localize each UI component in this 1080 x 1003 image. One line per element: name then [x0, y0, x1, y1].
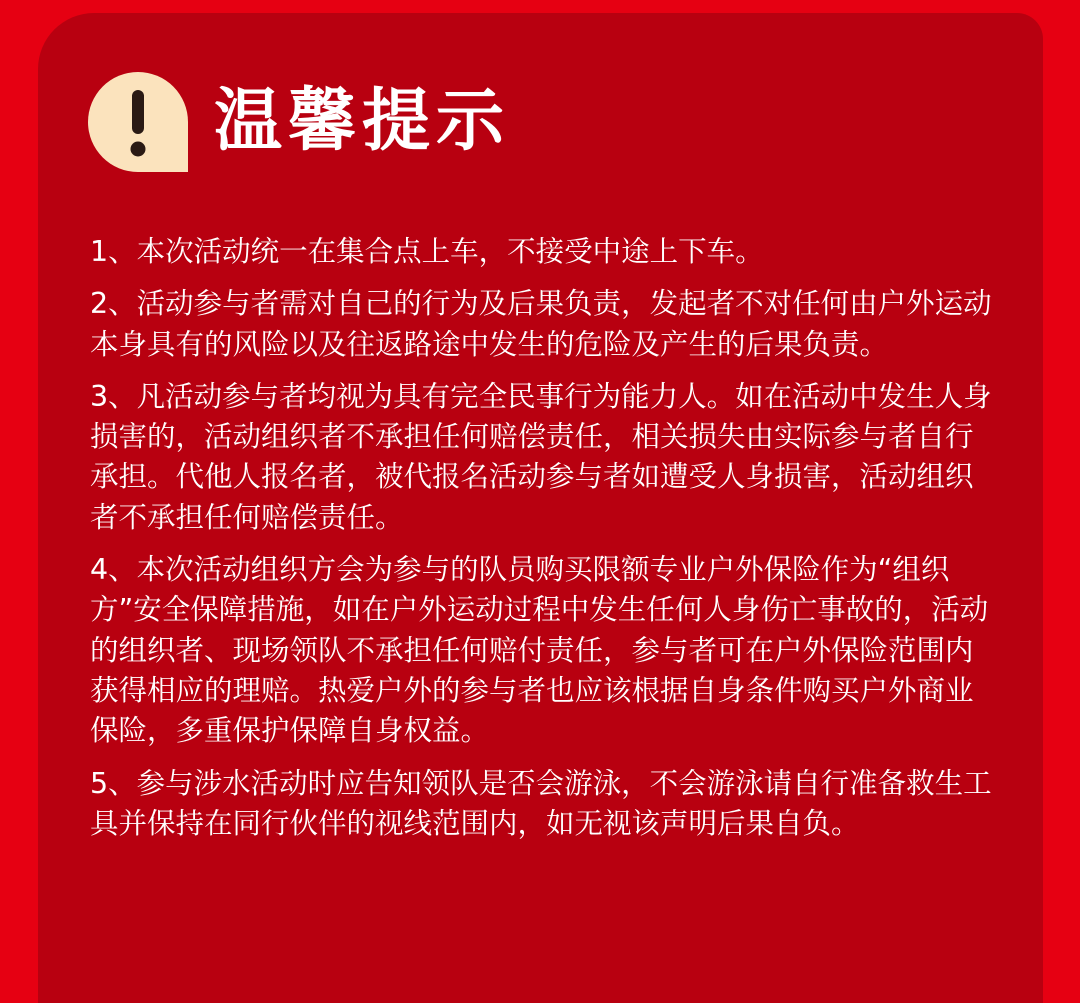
notice-item-4: 4、本次活动组织方会为参与的队员购买限额专业户外保险作为“组织方”安全保障措施，如在户外运动过程中发生任何人身伤亡事故的，活动的组织者、现场领队不承担任何赔付责任，参与者可在户外保险范围内获得相应的理赔。热爱户外的参与者也应该根据自身条件购买户外商业保险，多重保护保障自身权益。 [90, 553, 989, 748]
notice-item-1: 1、本次活动统一在集合点上车，不接受中途上下车。 [90, 235, 764, 268]
notice-item-3: 3、凡活动参与者均视为具有完全民事行为能力人。如在活动中发生人身损害的，活动组织者不承担任何赔偿责任，相关损失由实际参与者自行承担。代他人报名者，被代报名活动参与者如遭受人身损害，活动组织者不承担任何赔偿责任。 [90, 379, 992, 534]
notice-list [90, 232, 1000, 856]
notice-header [88, 72, 510, 172]
notice-item-5: 5、参与涉水活动时应告知领队是否会游泳，不会游泳请自行准备救生工具并保持在同行伙伴的视线范围内，如无视该声明后果自负。 [90, 766, 992, 840]
page-title: 温馨提示 [214, 82, 511, 161]
notice-item-2: 2、活动参与者需对自己的行为及后果负责，发起者不对任何由户外运动本身具有的风险以及往返路途中发生的危险及产生的后果负责。 [90, 287, 992, 361]
exclamation-icon [88, 72, 188, 172]
